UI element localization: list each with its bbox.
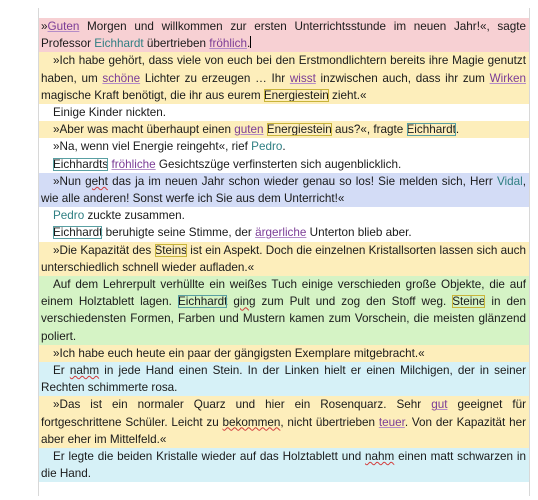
highlighted-term: Energiestein [266,123,332,137]
paragraph[interactable] [39,18,529,52]
spellcheck-word: nahm [69,364,100,378]
paragraph[interactable] [39,104,529,121]
text-run: Einige Kinder nickten. [53,106,167,120]
text-run: . Von der Kapazität her aber eher im Mittelfeld.« [41,415,526,446]
paragraph[interactable] [39,242,529,276]
text-run: in den verschiedensten Formen, Farben und Mustern kamen zum Vorschein, die meisten glänzend poliert. [41,295,527,343]
text-run: zieht.« [328,88,367,102]
text-run: zuckte zusammen. [84,209,185,223]
spellcheck-word: nahm [365,450,395,464]
text-run: aus?«, fragte [331,123,407,137]
text-run: geeignet für fortgeschrittene Schüler. Leicht zu [41,398,526,429]
paragraph[interactable] [39,276,529,345]
text-run: »Na, wenn viel Energie reingeht«, rief [53,140,252,154]
paragraph[interactable] [39,121,529,138]
paragraph[interactable] [39,224,529,241]
text-run: inzwischen auch, dass ihr zum [315,71,490,85]
text-run: einen matt schwarzen in die Hand. [41,450,526,481]
annotated-word: Eichhardt [94,37,144,51]
spellcheck-word: bekommen [222,415,281,429]
text-run: in jede Hand einen Stein. In der Linken hielt er einen Milchigen, der in seiner Rechten schimmerte rosa. [41,364,526,395]
text-cursor [250,36,251,48]
highlighted-term: Eichhardt [177,295,228,309]
text-run: Morgen und willkommen zur ersten Unterrichtsstunde im neuen Jahr!«, sagte Professor [41,20,526,51]
text-run: übertrieben [143,37,210,51]
text-run: , wie alle anderen! Sonst werfe ich Sie aus dem Unterricht!« [41,174,526,206]
text-run: »Die Kapazität des [53,243,155,257]
annotated-word: Vidal [496,174,523,188]
text-run: Er [53,364,70,378]
spellcheck-word: geht [85,174,108,188]
annotated-word: fröhlich [209,37,247,51]
spellcheck-word: ging [233,295,256,309]
text-run: Unterton blieb aber. [306,226,412,240]
paragraph[interactable] [39,173,529,207]
paragraph[interactable] [39,345,529,362]
annotated-word: gut [431,398,448,412]
text-run: Gesichtszüge verfinsterten sich augenblicklich. [155,157,402,171]
annotated-word: Wirken [489,71,526,85]
text-run: Er legte die beiden Kristalle wieder auf das Holztablett und [53,450,366,464]
annotated-word: ärgerliche [255,226,307,240]
annotated-word: teuer [378,415,405,429]
annotated-word: fröhliche [111,157,156,171]
text-run: Auf dem Lehrerpult verhüllte ein weißes Tuch einige verschieden große Objekte, die auf einem Holztablett lagen. [41,278,526,309]
text-run: magische Kraft benötigt, die ihr aus eurem [41,88,264,102]
text-run: Lichter zu erzeugen … Ihr [140,71,290,85]
text-run: »Nun [53,174,86,188]
paragraph[interactable] [39,362,529,396]
highlighted-term: Eichhardts [53,157,109,171]
text-run: »Ich habe euch heute ein paar der gängigsten Exemplare mitgebracht.« [53,346,425,360]
annotated-word: wisst [289,71,316,85]
highlighted-term: Eichhardt [53,226,103,240]
annotated-word: Pedro [251,140,283,154]
highlighted-term: Steins [154,243,187,257]
text-run: »Ich habe gehört, dass viele von euch bei den Erstmondlichtern bereits ihre Magie genutzt haben, um [41,54,526,85]
paragraph[interactable] [39,207,529,224]
text-run: . [282,140,286,154]
annotated-word: guten [234,123,264,137]
text-run: ist ein Aspekt. Doch die einzelnen Kristallsorten lassen sich auch unterschiedlich schnell wieder aufladen.« [41,243,526,274]
text-run: . [246,37,251,51]
text-run: »Aber was macht überhaupt einen [53,123,235,137]
paragraph[interactable] [39,156,529,173]
paragraph[interactable] [39,138,529,155]
paragraph[interactable] [39,52,529,104]
text-run: » [41,20,48,33]
text-run: das ja im neuen Jahr schon wieder genau so los! Sie melden sich, Herr [107,174,497,188]
text-run: beruhigte seine Stimme, der [102,226,256,240]
text-run: , nicht übertrieben [280,415,379,429]
paragraph[interactable] [39,448,529,482]
document-page[interactable] [38,8,530,496]
annotated-word: Pedro [53,209,85,223]
annotated-word: schöne [102,71,141,85]
highlighted-term: Steine [452,295,486,309]
highlighted-term: Energiestein [263,88,329,102]
highlighted-term: Eichhardt [406,123,456,137]
document-body[interactable] [39,18,529,482]
text-run: zum Pult und zog den Stoff weg. [255,295,453,309]
paragraph[interactable] [39,396,529,448]
text-run: . [455,123,460,137]
annotated-word: Guten [47,20,80,33]
text-run: »Das ist ein normaler Quarz und hier ein Rosenquarz. Sehr [53,398,432,412]
